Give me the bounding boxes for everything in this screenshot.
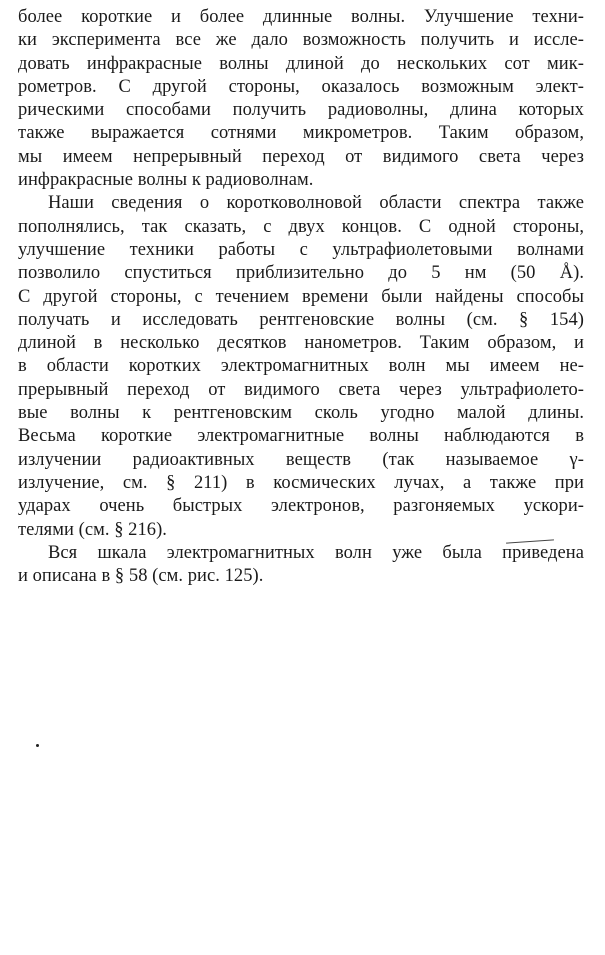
text-line: инфракрасные волны к радиоволнам. bbox=[18, 170, 314, 191]
text-line: прерывный переход от видимого света через ультрафиолето- bbox=[18, 379, 584, 400]
text-line: телями (см. § 216). bbox=[18, 519, 167, 540]
text-line: излучении радиоактивных веществ (так называемое γ- bbox=[18, 449, 584, 470]
paragraph-3 bbox=[18, 542, 584, 589]
text-line: ударах очень быстрых электронов, разгоняемых ускори- bbox=[18, 496, 584, 517]
text-line: также выражается сотнями микрометров. Таким образом, bbox=[18, 123, 584, 144]
text-line: С другой стороны, с течением времени были найдены способы bbox=[18, 286, 584, 307]
text-line: вые волны к рентгеновским сколь угодно малой длины. bbox=[18, 403, 584, 424]
text-line: излучение, см. § 211) в космических лучах, а также при bbox=[18, 472, 584, 493]
text-line: пополнялись, так сказать, с двух концов. С одной стороны, bbox=[18, 216, 584, 237]
text-line: ки эксперимента все же дало возможность получить и иссле- bbox=[18, 30, 584, 51]
text-line: Весьма короткие электромагнитные волны наблюдаются в bbox=[18, 426, 584, 447]
body-text bbox=[18, 6, 584, 588]
paragraph-2 bbox=[18, 192, 584, 541]
text-line: рическими способами получить радиоволны, длина которых bbox=[18, 100, 584, 121]
scan-artifact-dot bbox=[36, 744, 39, 747]
paragraph-1 bbox=[18, 6, 584, 192]
text-line: довать инфракрасные волны длиной до нескольких сот мик- bbox=[18, 53, 584, 74]
text-line: улучшение техники работы с ультрафиолетовыми волнами bbox=[18, 239, 584, 260]
text-line: в области коротких электромагнитных волн мы имеем не- bbox=[18, 356, 584, 377]
text-line: длиной в несколько десятков нанометров. Таким образом, и bbox=[18, 333, 584, 354]
text-line: и описана в § 58 (см. рис. 125). bbox=[18, 566, 264, 587]
text-line: Вся шкала электромагнитных волн уже была приведена bbox=[48, 542, 584, 563]
text-line: рометров. С другой стороны, оказалось возможным элект- bbox=[18, 76, 584, 97]
text-line: позволило спуститься приблизительно до 5 нм (50 Å). bbox=[18, 263, 584, 284]
text-line: более короткие и более длинные волны. Улучшение техни- bbox=[18, 7, 584, 27]
text-line: получать и исследовать рентгеновские волны (см. § 154) bbox=[18, 309, 584, 330]
text-line: мы имеем непрерывный переход от видимого света через bbox=[18, 146, 584, 167]
text-line: Наши сведения о коротковолновой области спектра также bbox=[48, 193, 584, 214]
